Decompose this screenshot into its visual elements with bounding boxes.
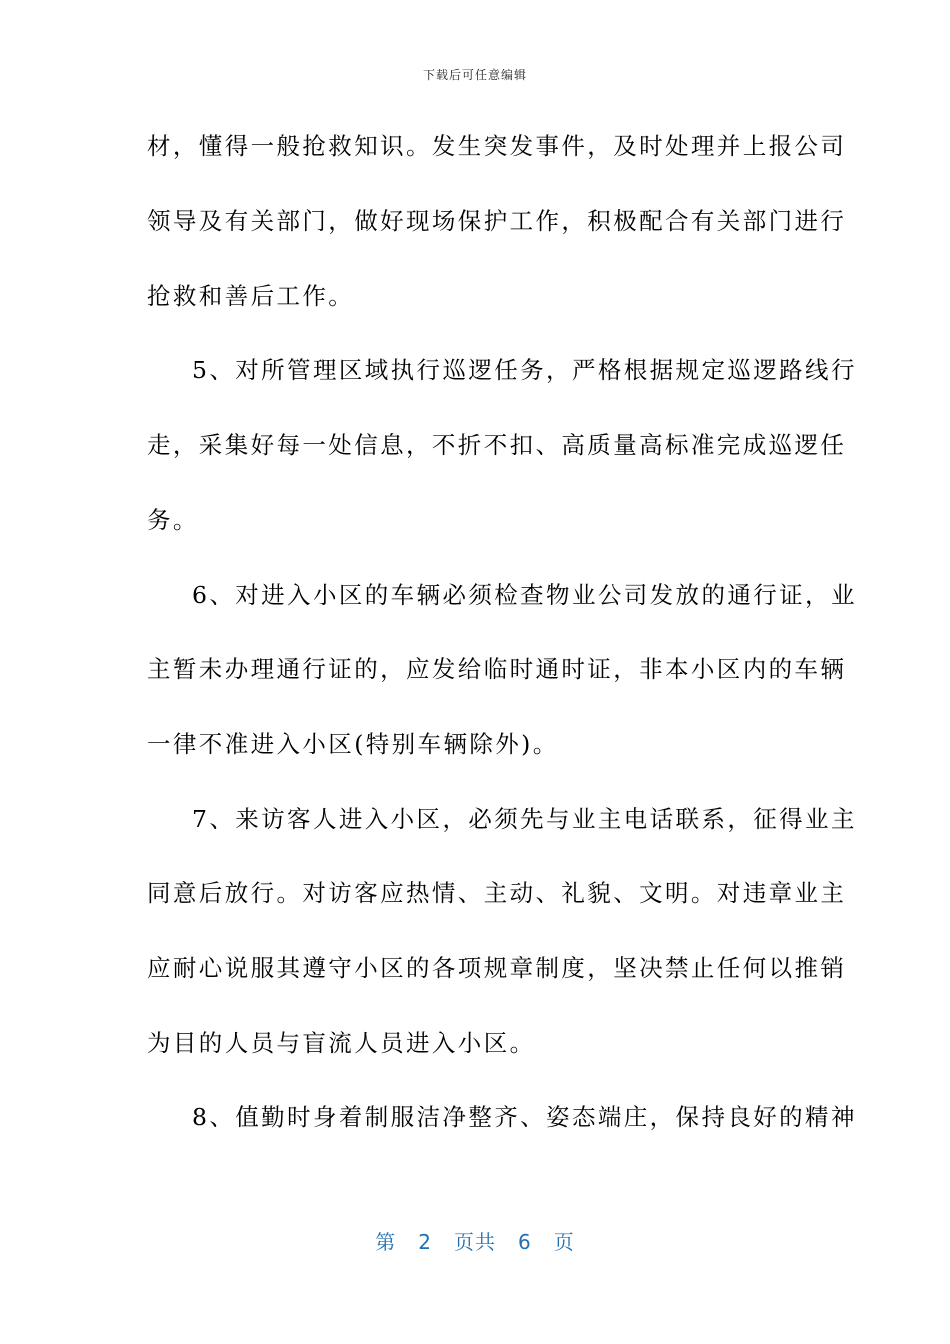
paragraph-start-line: 7、来访客人进入小区，必须先与业主电话联系，征得业主 — [192, 805, 857, 833]
paragraph-start-line: 8、值勤时身着制服洁净整齐、姿态端庄，保持良好的精神 — [192, 1103, 857, 1131]
body-line: 同意后放行。对访客应热情、主动、礼貌、文明。对违章业主 — [147, 879, 847, 907]
paragraph-start-line: 6、对进入小区的车辆必须检查物业公司发放的通行证，业 — [192, 581, 857, 609]
page-prefix: 第 — [375, 1230, 397, 1254]
body-line: 应耐心说服其遵守小区的各项规章制度，坚决禁止任何以推销 — [147, 954, 847, 982]
page-footer — [0, 1226, 950, 1255]
body-line: 主暂未办理通行证的，应发给临时通时证，非本小区内的车辆 — [147, 655, 847, 683]
current-page-number: 2 — [418, 1230, 432, 1254]
header-note: 下载后可任意编辑 — [422, 68, 527, 82]
paragraph-start-line: 5、对所管理区域执行巡逻任务，严格根据规定巡逻路线行 — [192, 356, 857, 384]
body-line: 务。 — [147, 506, 199, 534]
page-mid: 页共 — [454, 1230, 496, 1254]
body-line: 材，懂得一般抢救知识。发生突发事件，及时处理并上报公司 — [147, 132, 847, 160]
body-line: 走，采集好每一处信息，不折不扣、高质量高标准完成巡逻任 — [147, 431, 847, 459]
body-line: 一律不准进入小区(特别车辆除外)。 — [147, 730, 559, 758]
total-pages-number: 6 — [518, 1230, 532, 1254]
body-line: 为目的人员与盲流人员进入小区。 — [147, 1029, 536, 1057]
body-line: 抢救和善后工作。 — [147, 282, 355, 310]
page-suffix: 页 — [553, 1230, 575, 1254]
body-line: 领导及有关部门，做好现场保护工作，积极配合有关部门进行 — [147, 207, 847, 235]
